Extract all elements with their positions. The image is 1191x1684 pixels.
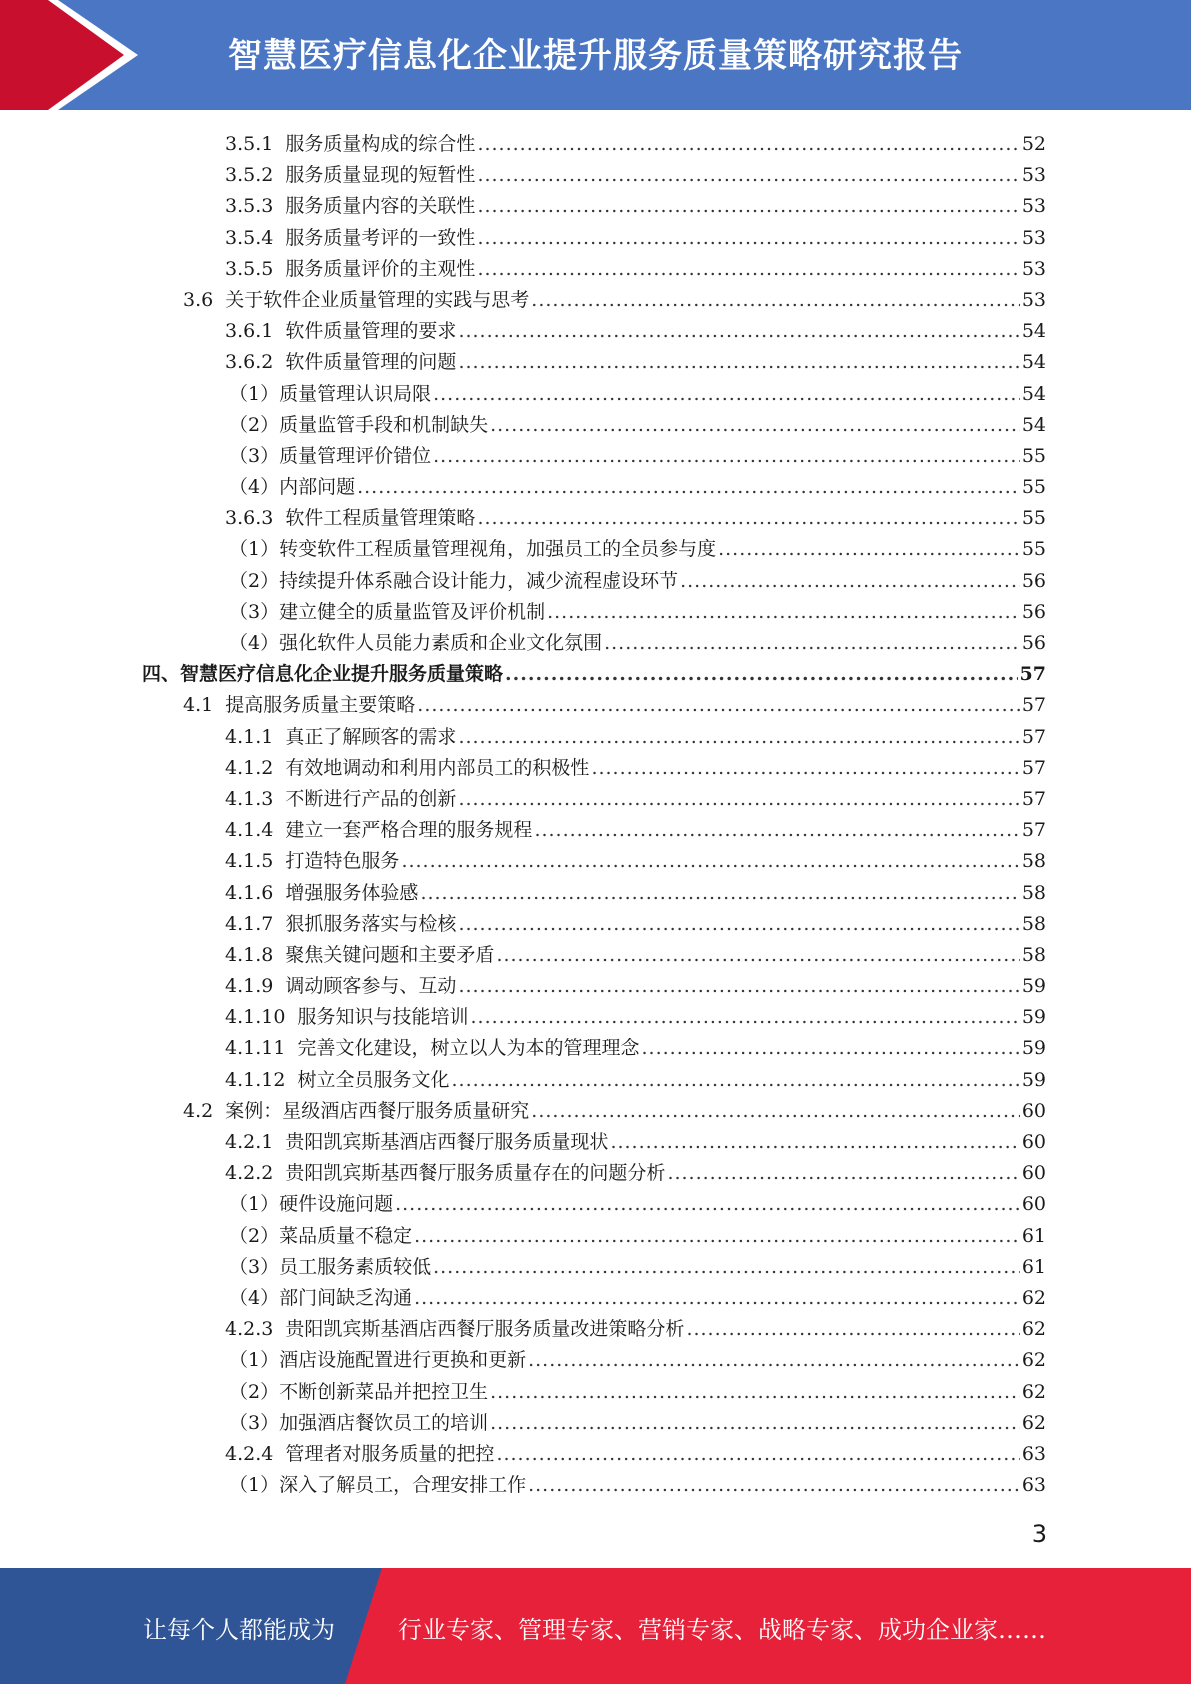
toc-entry-label: 4.2.2 贵阳凯宾斯基西餐厅服务质量存在的问题分析 xyxy=(225,1162,666,1185)
toc-entry-page: 60 xyxy=(1021,1131,1046,1153)
toc-entry[interactable] xyxy=(0,254,1046,285)
toc-entry[interactable] xyxy=(0,1127,1046,1158)
toc-entry-page: 53 xyxy=(1021,288,1046,311)
toc-leader-dots xyxy=(477,223,1019,254)
toc-leader-dots xyxy=(433,441,1020,472)
toc-entry-page: 54 xyxy=(1021,320,1046,343)
toc-entry-page: 57 xyxy=(1021,787,1046,810)
document-title: 智慧医疗信息化企业提升服务质量策略研究报告 xyxy=(228,36,963,76)
toc-entry-page: 59 xyxy=(1021,975,1046,998)
toc-entry-page: 56 xyxy=(1021,632,1046,654)
toc-entry-label: 4.1.8 聚焦关键问题和主要矛盾 xyxy=(225,943,495,966)
toc-entry-label: 四、智慧医疗信息化企业提升服务质量策略 xyxy=(142,663,504,686)
toc-leader-dots xyxy=(610,1127,1019,1158)
toc-entry-label: （4）内部问题 xyxy=(229,476,356,499)
toc-entry-label: 3.5.3 服务质量内容的关联性 xyxy=(225,195,476,218)
toc-leader-dots xyxy=(477,129,1019,160)
toc-entry-page: 53 xyxy=(1021,257,1046,280)
toc-entry[interactable] xyxy=(0,1314,1046,1345)
toc-entry[interactable] xyxy=(0,472,1046,503)
toc-entry-label: 3.5.4 服务质量考评的一致性 xyxy=(225,226,476,249)
toc-entry-label: 4.1 提高服务质量主要策略 xyxy=(183,694,416,717)
toc-entry-label: 4.1.10 服务知识与技能培训 xyxy=(225,1006,469,1029)
toc-entry-label: 4.1.7 狠抓服务落实与检核 xyxy=(225,912,457,935)
toc-entry-page: 54 xyxy=(1021,351,1046,374)
toc-entry-label: （1）酒店设施配置进行更换和更新 xyxy=(229,1349,527,1372)
toc-entry[interactable] xyxy=(0,846,1046,877)
toc-entry-label: （3）质量管理评价错位 xyxy=(229,444,432,467)
toc-entry[interactable] xyxy=(0,940,1046,971)
toc-entry-page: 57 xyxy=(1021,725,1046,748)
toc-leader-dots xyxy=(604,628,1020,659)
toc-entry[interactable] xyxy=(0,347,1046,378)
toc-entry-label: 4.1.12 树立全员服务文化 xyxy=(225,1068,450,1091)
toc-entry[interactable] xyxy=(0,1221,1046,1252)
toc-entry-page: 63 xyxy=(1021,1442,1046,1465)
toc-entry-page: 55 xyxy=(1021,507,1046,530)
toc-entry-label: 4.1.9 调动顾客参与、互动 xyxy=(225,975,457,998)
toc-entry-page: 55 xyxy=(1021,476,1046,499)
footer-band xyxy=(0,1568,1191,1684)
toc-leader-dots xyxy=(417,690,1020,721)
toc-entry-page: 57 xyxy=(1021,756,1046,779)
toc-entry-page: 53 xyxy=(1021,195,1046,218)
toc-entry-label: （4）强化软件人员能力素质和企业文化氛围 xyxy=(229,632,603,654)
toc-leader-dots xyxy=(531,285,1020,316)
toc-leader-dots xyxy=(490,1377,1020,1408)
toc-entry-page: 53 xyxy=(1021,226,1046,249)
toc-leader-dots xyxy=(528,1345,1020,1376)
toc-entry-page: 55 xyxy=(1021,444,1046,467)
toc-entry[interactable] xyxy=(0,628,1046,659)
toc-entry-page: 59 xyxy=(1021,1037,1046,1060)
toc-entry[interactable] xyxy=(0,1252,1046,1283)
toc-entry-label: （2）不断创新菜品并把控卫生 xyxy=(229,1380,489,1403)
footer-slogan-right: 行业专家、管理专家、营销专家、战略专家、成功企业家…… xyxy=(398,1616,1046,1644)
toc-entry[interactable] xyxy=(0,971,1046,1002)
toc-entry[interactable] xyxy=(0,1002,1046,1033)
toc-entry-page: 56 xyxy=(1021,600,1046,623)
toc-entry[interactable] xyxy=(0,1439,1046,1470)
toc-entry-label: （3）建立健全的质量监管及评价机制 xyxy=(229,600,546,623)
toc-entry-label: （3）加强酒店餐饮员工的培训 xyxy=(229,1411,489,1434)
toc-entry-page: 54 xyxy=(1021,413,1046,436)
toc-entry[interactable] xyxy=(0,285,1046,316)
toc-entry-label: 3.6.3 软件工程质量管理策略 xyxy=(225,507,476,530)
toc-leader-dots xyxy=(414,1221,1020,1252)
toc-entry[interactable] xyxy=(0,1065,1046,1096)
toc-entry[interactable] xyxy=(0,1470,1046,1501)
toc-leader-dots xyxy=(471,1002,1020,1033)
toc-entry-page: 59 xyxy=(1021,1006,1046,1029)
toc-entry[interactable] xyxy=(0,659,1046,690)
toc-entry[interactable] xyxy=(0,1158,1046,1189)
toc-entry-page: 60 xyxy=(1021,1099,1046,1122)
toc-entry[interactable] xyxy=(0,1377,1046,1408)
toc-entry[interactable] xyxy=(0,316,1046,347)
toc-entry-label: 3.5.2 服务质量显现的短暂性 xyxy=(225,164,476,187)
toc-entry-label: （2）质量监管手段和机制缺失 xyxy=(229,413,489,436)
toc-entry-label: （1）深入了解员工，合理安排工作 xyxy=(229,1474,527,1497)
toc-entry-page: 54 xyxy=(1021,382,1046,405)
toc-entry[interactable] xyxy=(0,1408,1046,1439)
toc-entry-page: 55 xyxy=(1021,538,1046,561)
toc-entry[interactable] xyxy=(0,1033,1046,1064)
toc-entry[interactable] xyxy=(0,191,1046,222)
toc-leader-dots xyxy=(433,1252,1020,1283)
toc-entry-label: 4.2.4 管理者对服务质量的把控 xyxy=(225,1442,495,1465)
toc-entry-label: 4.2.3 贵阳凯宾斯基酒店西餐厅服务质量改进策略分析 xyxy=(225,1318,685,1341)
toc-entry[interactable] xyxy=(0,1096,1046,1127)
toc-entry[interactable] xyxy=(0,1283,1046,1314)
toc-entry-page: 59 xyxy=(1021,1068,1046,1091)
toc-leader-dots xyxy=(505,659,1018,690)
toc-leader-dots xyxy=(420,878,1019,909)
toc-leader-dots xyxy=(686,1314,1019,1345)
toc-entry-label: （4）部门间缺乏沟通 xyxy=(229,1286,413,1309)
header-arrow-decoration xyxy=(0,0,160,110)
toc-entry-label: 3.5.5 服务质量评价的主观性 xyxy=(225,257,476,280)
toc-entry-label: 4.1.1 真正了解顾客的需求 xyxy=(225,725,457,748)
toc-entry-page: 62 xyxy=(1021,1411,1046,1434)
toc-entry[interactable] xyxy=(0,410,1046,441)
toc-entry-label: （1）质量管理认识局限 xyxy=(229,382,432,405)
toc-entry[interactable] xyxy=(0,503,1046,534)
toc-leader-dots xyxy=(718,534,1020,565)
toc-leader-dots xyxy=(642,1033,1020,1064)
toc-entry[interactable] xyxy=(0,379,1046,410)
toc-entry-label: 4.1.2 有效地调动和利用内部员工的积极性 xyxy=(225,756,590,779)
toc-entry-label: 4.1.5 打造特色服务 xyxy=(225,850,400,873)
toc-entry-label: 3.6.1 软件质量管理的要求 xyxy=(225,320,457,343)
toc-leader-dots xyxy=(528,1470,1020,1501)
toc-leader-dots xyxy=(477,160,1019,191)
toc-entry-page: 56 xyxy=(1021,569,1046,592)
toc-entry[interactable] xyxy=(0,815,1046,846)
toc-leader-dots xyxy=(667,1158,1019,1189)
toc-entry[interactable] xyxy=(0,160,1046,191)
toc-leader-dots xyxy=(458,909,1019,940)
toc-entry-label: 4.2 案例：星级酒店西餐厅服务质量研究 xyxy=(183,1099,530,1122)
toc-entry-label: （3）员工服务素质较低 xyxy=(229,1255,432,1278)
toc-leader-dots xyxy=(490,1408,1020,1439)
toc-entry-label: （2）菜品质量不稳定 xyxy=(229,1224,413,1247)
toc-entry-label: 3.6.2 软件质量管理的问题 xyxy=(225,351,457,374)
toc-leader-dots xyxy=(477,191,1019,222)
toc-entry-label: 4.1.6 增强服务体验感 xyxy=(225,881,419,904)
toc-entry-page: 53 xyxy=(1021,164,1046,187)
toc-entry-page: 57 xyxy=(1019,663,1046,686)
toc-entry[interactable] xyxy=(0,909,1046,940)
toc-leader-dots xyxy=(591,753,1019,784)
footer-slogan-left: 让每个人都能成为 xyxy=(143,1616,335,1644)
toc-entry-page: 58 xyxy=(1021,912,1046,935)
toc-leader-dots xyxy=(477,503,1019,534)
toc-entry-page: 61 xyxy=(1021,1224,1046,1247)
toc-entry-label: 3.5.1 服务质量构成的综合性 xyxy=(225,133,476,155)
toc-leader-dots xyxy=(496,1439,1019,1470)
header-band xyxy=(0,0,1191,110)
toc-leader-dots xyxy=(458,316,1019,347)
toc-entry-page: 57 xyxy=(1021,819,1046,842)
toc-entry-page: 60 xyxy=(1021,1193,1046,1216)
toc-entry[interactable] xyxy=(0,566,1046,597)
toc-entry-page: 62 xyxy=(1021,1349,1046,1372)
toc-entry-label: 3.6 关于软件企业质量管理的实践与思考 xyxy=(183,288,530,311)
toc-leader-dots xyxy=(414,1283,1020,1314)
toc-leader-dots xyxy=(395,1189,1020,1220)
toc-entry[interactable] xyxy=(0,223,1046,254)
toc-entry-label: （1）转变软件工程质量管理视角，加强员工的全员参与度 xyxy=(229,538,717,561)
toc-entry[interactable] xyxy=(0,878,1046,909)
toc-leader-dots xyxy=(458,722,1019,753)
toc-entry-label: 4.1.4 建立一套严格合理的服务规程 xyxy=(225,819,533,842)
toc-entry[interactable] xyxy=(0,1189,1046,1220)
toc-entry-page: 62 xyxy=(1021,1318,1046,1341)
toc-entry-page: 61 xyxy=(1021,1255,1046,1278)
toc-leader-dots xyxy=(357,472,1020,503)
toc-entry[interactable] xyxy=(0,753,1046,784)
toc-leader-dots xyxy=(680,566,1020,597)
toc-entry-label: （1）硬件设施问题 xyxy=(229,1193,394,1216)
toc-entry[interactable] xyxy=(0,534,1046,565)
toc-entry-page: 58 xyxy=(1021,850,1046,873)
toc-entry[interactable] xyxy=(0,784,1046,815)
toc-leader-dots xyxy=(452,1065,1020,1096)
toc-entry[interactable] xyxy=(0,129,1046,160)
toc-entry-label: 4.1.11 完善文化建设，树立以人为本的管理理念 xyxy=(225,1037,640,1060)
toc-leader-dots xyxy=(531,1096,1020,1127)
toc-entry[interactable] xyxy=(0,441,1046,472)
toc-leader-dots xyxy=(496,940,1019,971)
table-of-contents xyxy=(0,129,1191,1501)
toc-entry-label: 4.2.1 贵阳凯宾斯基酒店西餐厅服务质量现状 xyxy=(225,1131,609,1153)
toc-entry-page: 58 xyxy=(1021,881,1046,904)
toc-entry-page: 52 xyxy=(1021,133,1046,155)
toc-leader-dots xyxy=(547,597,1020,628)
page-number: 3 xyxy=(1031,1520,1047,1548)
toc-entry-page: 57 xyxy=(1021,694,1046,717)
toc-leader-dots xyxy=(401,846,1019,877)
toc-entry[interactable] xyxy=(0,722,1046,753)
toc-leader-dots xyxy=(458,347,1019,378)
toc-leader-dots xyxy=(534,815,1019,846)
toc-leader-dots xyxy=(477,254,1019,285)
toc-entry-page: 60 xyxy=(1021,1162,1046,1185)
toc-entry[interactable] xyxy=(0,597,1046,628)
toc-leader-dots xyxy=(458,971,1019,1002)
toc-entry-label: （2）持续提升体系融合设计能力，减少流程虚设环节 xyxy=(229,569,679,592)
toc-leader-dots xyxy=(458,784,1019,815)
toc-entry-page: 62 xyxy=(1021,1380,1046,1403)
toc-entry-page: 63 xyxy=(1021,1474,1046,1497)
toc-leader-dots xyxy=(433,379,1020,410)
toc-entry[interactable] xyxy=(0,690,1046,721)
toc-leader-dots xyxy=(490,410,1020,441)
toc-entry-label: 4.1.3 不断进行产品的创新 xyxy=(225,787,457,810)
toc-entry-page: 62 xyxy=(1021,1286,1046,1309)
toc-entry-page: 58 xyxy=(1021,943,1046,966)
toc-entry[interactable] xyxy=(0,1345,1046,1376)
